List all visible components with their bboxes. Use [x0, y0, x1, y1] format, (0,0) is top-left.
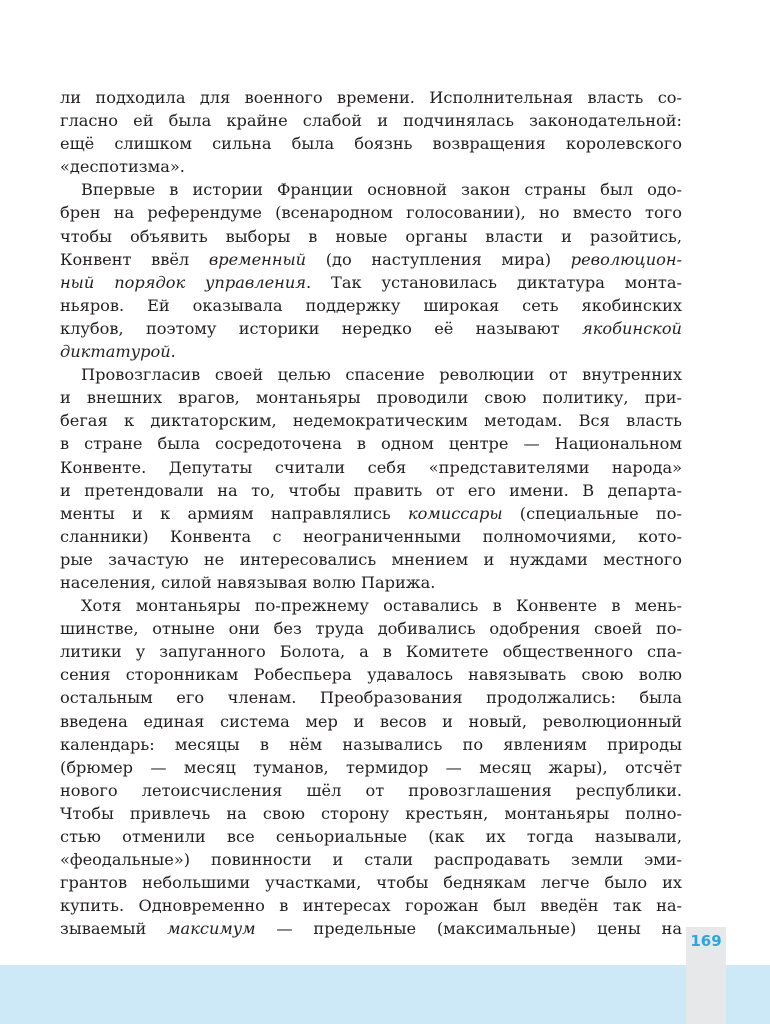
text-line	[60, 340, 682, 363]
text-run: чтобы объявить выборы в новые органы власти и разойтись,	[60, 226, 682, 246]
page-number: 169	[690, 932, 722, 950]
text-line	[60, 155, 682, 178]
text-run: «феодальные») повинности и стали распродавать земли эми-	[60, 850, 682, 870]
text-run: остальным его членам. Преобразования продолжались: была	[60, 688, 682, 708]
bottom-color-band	[0, 965, 770, 1024]
text-line	[60, 686, 682, 709]
italic-term: революцион-	[570, 249, 682, 269]
text-run: брен на референдуме (всенародном голосовании), но вместо того	[60, 203, 682, 223]
text-line	[60, 225, 682, 248]
text-run: стью отменили все сеньориальные (как их тогда называли,	[60, 827, 682, 846]
text-line	[60, 201, 682, 224]
text-line	[60, 756, 682, 779]
italic-term: диктатурой	[60, 342, 171, 362]
text-run: Провозгласив своей целью спасение революции от внутренних	[81, 365, 682, 385]
italic-term: ный порядок управления	[60, 272, 306, 292]
text-line	[60, 178, 682, 201]
text-run: .	[170, 342, 176, 362]
text-run: ли подходила для военного времени. Исполнительная власть со-	[60, 88, 682, 107]
text-run: введена единая система мер и весов и новый, революционный	[60, 711, 682, 731]
text-line	[60, 548, 682, 571]
text-line	[60, 248, 682, 271]
paragraph-2	[60, 178, 682, 363]
text-line	[60, 825, 682, 848]
text-line	[60, 432, 682, 455]
text-run: бегая к диктаторским, недемократическим методам. Вся власть	[60, 411, 682, 431]
text-run: купить. Одновременно в интересах горожан был введён так на-	[60, 896, 682, 916]
text-line	[60, 617, 682, 640]
text-line	[60, 363, 682, 386]
text-line	[60, 733, 682, 756]
text-line	[60, 525, 682, 548]
text-line	[60, 317, 682, 340]
text-line	[60, 571, 682, 594]
text-run: Конвенте. Депутаты считали себя «представителями народа»	[60, 457, 682, 477]
text-run: календарь: месяцы в нём назывались по явлениям природы	[60, 734, 682, 754]
text-run: ещё слишком сильна была боязнь возвращения королевского	[60, 134, 682, 154]
text-run: Хотя монтаньяры по-прежнему оставались в Конвенте в мень-	[81, 596, 682, 616]
text-line	[60, 86, 682, 109]
text-run: литики у запуганного Болота, а в Комитете общественного спа-	[60, 642, 682, 662]
text-run: . Так установилась диктатура монта-	[305, 272, 682, 292]
paragraph-4	[60, 594, 682, 940]
text-run: (специальные по-	[502, 503, 682, 523]
text-line	[60, 479, 682, 502]
text-line	[60, 409, 682, 432]
text-run: рые зачастую не интересовались мнением и нуждами местного	[60, 549, 682, 569]
text-run: сения сторонникам Робеспьера удавалось навязывать свою волю	[60, 665, 682, 685]
text-line	[60, 802, 682, 825]
text-line	[60, 502, 682, 525]
text-line	[60, 456, 682, 479]
text-run: шинстве, отныне они без труда добивались одобрения своей по-	[60, 619, 682, 639]
paragraph-1	[60, 86, 682, 178]
italic-term: временный	[208, 249, 307, 269]
text-column	[60, 86, 682, 940]
text-run: клубов, поэтому историки нередко её называют	[60, 318, 582, 338]
italic-term: максимум	[167, 919, 256, 939]
text-run: «деспотизма».	[60, 157, 185, 177]
text-line	[60, 294, 682, 317]
text-run: (до наступления мира)	[306, 249, 571, 269]
text-line	[60, 779, 682, 802]
text-run: Конвент ввёл	[60, 249, 209, 269]
text-run: нового летоисчисления шёл от провозглашения республики.	[60, 780, 682, 800]
text-run: менты и к армиям направлялись	[60, 503, 408, 523]
text-run: грантов небольшими участками, чтобы беднякам легче было их	[60, 873, 682, 893]
text-line	[60, 109, 682, 132]
text-line	[60, 271, 682, 294]
paragraph-3	[60, 363, 682, 594]
text-run: (брюмер — месяц туманов, термидор — месяц жары), отсчёт	[60, 757, 682, 777]
text-run: — предельные (максимальные) цены на	[255, 919, 682, 939]
text-line	[60, 594, 682, 617]
text-line	[60, 894, 682, 917]
text-run: населения, силой навязывая волю Парижа.	[60, 572, 436, 592]
italic-term: якобинской	[581, 318, 682, 338]
text-line	[60, 917, 682, 940]
text-run: и претендовали на то, чтобы править от его имени. В департа-	[60, 480, 682, 500]
text-run: и внешних врагов, монтаньяры проводили свою политику, при-	[60, 388, 682, 408]
text-run: зываемый	[60, 919, 168, 939]
text-line	[60, 871, 682, 894]
text-line	[60, 640, 682, 663]
text-line	[60, 386, 682, 409]
italic-term: комиссары	[407, 503, 503, 523]
text-run: ньяров. Ей оказывала поддержку широкая сеть якобинских	[60, 295, 682, 315]
text-line	[60, 710, 682, 733]
text-run: гласно ей была крайне слабой и подчинялась законодательной:	[60, 111, 682, 131]
text-run: в стране была сосредоточена в одном центре — Национальном	[60, 434, 682, 454]
text-line	[60, 132, 682, 155]
text-line	[60, 663, 682, 686]
text-line	[60, 848, 682, 871]
text-run: сланники) Конвента с неограниченными полномочиями, кото-	[60, 526, 682, 546]
text-run: Чтобы привлечь на свою сторону крестьян, монтаньяры полно-	[60, 803, 682, 823]
text-run: Впервые в истории Франции основной закон страны был одо-	[81, 180, 682, 200]
